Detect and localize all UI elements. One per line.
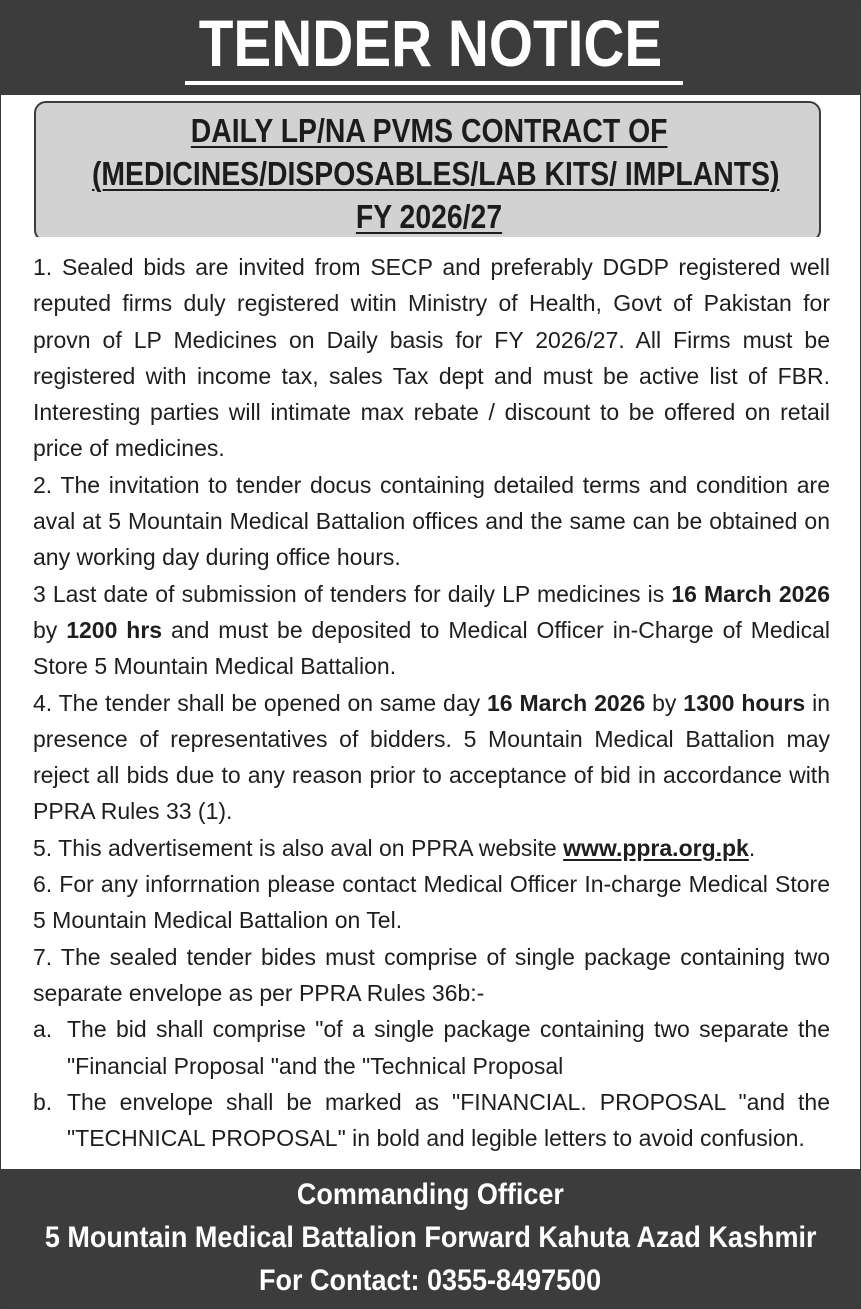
notice-body-frame xyxy=(11,237,851,1169)
contact-number: For Contact: 0355-8497500 xyxy=(259,1264,602,1297)
title-banner xyxy=(1,1,860,95)
subject-line-2: (MEDICINES/DISPOSABLES/LAB KITS/ IMPLANTS) xyxy=(91,155,780,192)
title-underline xyxy=(185,81,683,85)
ppra-website-link[interactable]: www.ppra.org.pk xyxy=(563,834,749,861)
clause-3: 3 Last date of submission of tenders for daily LP medicines is 16 March 2026 by 1200 hrs and must be deposited to Medical Officer in-Charge of Medical Store 5 Mountain Medical Battalion. xyxy=(33,580,830,680)
clause-6: 6. For any inforrnation please contact Medical Officer In-charge Medical Store 5 Mountain Medical Battalion on Tel. xyxy=(33,871,830,934)
officer-title: Commanding Officer xyxy=(296,1178,565,1211)
clause-1: 1. Sealed bids are invited from SECP and preferably DGDP registered well reputed firms duly registered witin Ministry of Health, Govt of Pakistan for provn of LP Medicines on Daily basis for FY 2026/27. All Firms must be registered with income tax, sales Tax dept and must be active list of FBR. Interesting parties will intimate max rebate / discount to be offered on retail price of medicines. xyxy=(33,254,830,462)
clause-2: 2. The invitation to tender docus containing detailed terms and condition are aval at 5 Mountain Medical Battalion offices and the same can be obtained on any working day during office hours. xyxy=(33,471,830,571)
notice-body xyxy=(33,249,830,1156)
clause-7b xyxy=(33,1084,830,1157)
clause-7a xyxy=(33,1011,830,1084)
sub-letter-b: b. xyxy=(33,1088,53,1115)
sub-text-b: The envelope shall be marked as "FINANCIAL. PROPOSAL "and the "TECHNICAL PROPOSAL" in bold and legible letters to avoid confusion. xyxy=(67,1088,830,1152)
page-title: TENDER NOTICE xyxy=(198,6,663,80)
clause-7: 7. The sealed tender bides must comprise of single package containing two separate envelope as per PPRA Rules 36b:- xyxy=(33,943,830,1006)
subject-line-1: DAILY LP/NA PVMS CONTRACT OF xyxy=(191,112,668,149)
submission-date: 16 March 2026 xyxy=(671,580,830,607)
opening-date: 16 March 2026 xyxy=(487,689,646,716)
unit-name: 5 Mountain Medical Battalion Forward Kahuta Azad Kashmir xyxy=(44,1221,817,1254)
subject-box xyxy=(34,101,821,242)
subject-line-3: FY 2026/27 xyxy=(356,198,503,235)
opening-time: 1300 hours xyxy=(683,689,806,716)
clause-5: 5. This advertisement is also aval on PPRA website www.ppra.org.pk. xyxy=(33,834,756,861)
sub-letter-a: a. xyxy=(33,1016,53,1043)
signature-footer xyxy=(1,1169,860,1308)
sub-text-a: The bid shall comprise "of a single package containing two separate the "Financial Proposal "and the "Technical Proposal xyxy=(67,1016,830,1079)
clause-4: 4. The tender shall be opened on same day 16 March 2026 by 1300 hours in presence of representatives of bidders. 5 Mountain Medical Battalion may reject all bids due to any reason prior to acceptance of bid in accordance with PPRA Rules 33 (1). xyxy=(33,689,830,825)
submission-time: 1200 hrs xyxy=(66,616,163,643)
